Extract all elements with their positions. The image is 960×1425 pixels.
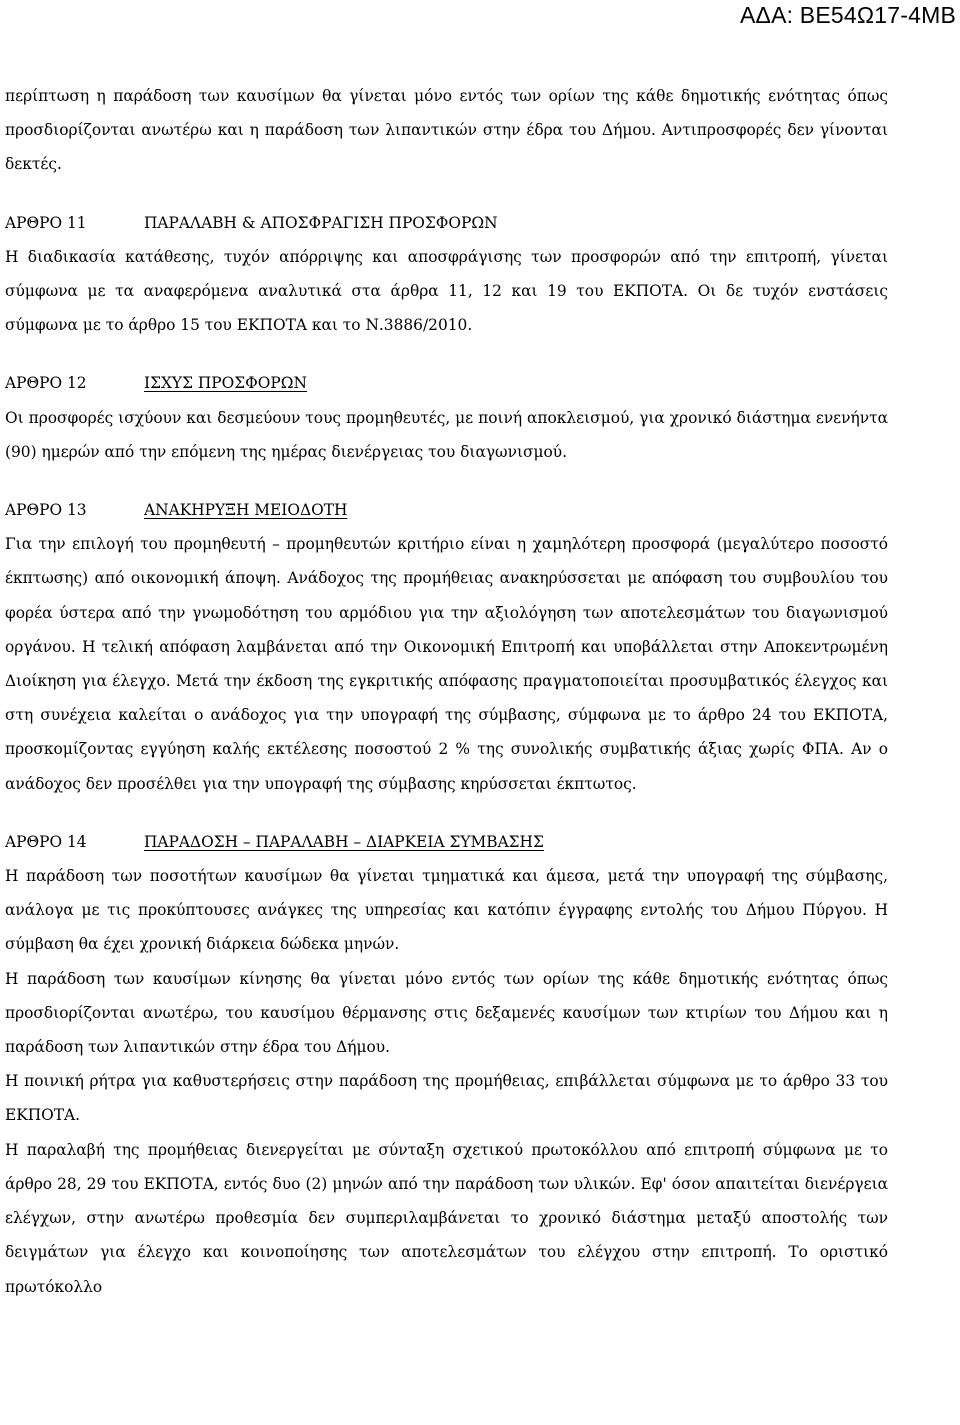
article-11-heading bbox=[5, 206, 888, 240]
article-11-number: ΑΡΘΡΟ 11 bbox=[5, 213, 87, 232]
article-11-paragraph: Η διαδικασία κατάθεσης, τυχόν απόρριψης και αποσφράγισης των προσφορών από την επιτροπή, γίνεται σύμφωνα με τα αναφερόμενα αναλυτικά στα άρθρα 11, 12 και 19 του ΕΚΠΟΤΑ. Οι δε τυχόν ενστάσεις σύμφωνα με το άρθρο 15 του ΕΚΠΟΤΑ και το Ν.3886/2010. bbox=[5, 247, 888, 335]
intro-paragraph: περίπτωση η παράδοση των καυσίμων θα γίνεται μόνο εντός των ορίων της κάθε δημοτικής ενότητας όπως προσδιορίζονται ανωτέρω και η παράδοση των λιπαντικών στην έδρα του Δήμου. Αντιπροσφορές δεν γίνονται δεκτές. bbox=[5, 87, 888, 174]
article-12-heading bbox=[5, 366, 888, 400]
document-body bbox=[5, 79, 888, 1304]
article-12-paragraph: Οι προσφορές ισχύουν και δεσμεύουν τους προμηθευτές, με ποινή αποκλεισμού, για χρονικό διάστημα ενενήντα (90) ημερών από την επόμενη της ημέρας διενέργειας του διαγωνισμού. bbox=[5, 408, 888, 461]
article-13-title: ΑΝΑΚΗΡΥΞΗ ΜΕΙΟΔΟΤΗ bbox=[144, 501, 348, 520]
article-12-number: ΑΡΘΡΟ 12 bbox=[5, 374, 87, 393]
article-14-title: ΠΑΡΑΔΟΣΗ – ΠΑΡΑΛΑΒΗ – ΔΙΑΡΚΕΙΑ ΣΥΜΒΑΣΗΣ bbox=[144, 832, 544, 851]
article-14-paragraph-1: Η παράδοση των ποσοτήτων καυσίμων θα γίνεται τμηματικά και άμεσα, μετά την υπογραφή της σύμβασης, ανάλογα με τις προκύπτουσες ανάγκες της υπηρεσίας και κατόπιν έγγραφης εντολής του Δήμου Πύργου. Η σύμβαση θα έχει χρονική διάρκεια δώδεκα μηνών. bbox=[5, 867, 888, 954]
article-13-paragraph: Για την επιλογή του προμηθευτή – προμηθευτών κριτήριο είναι η χαμηλότερη προσφορά (μεγαλύτερο ποσοστό έκπτωσης) από οικονομική άποψη. Ανάδοχος της προμήθειας ανακηρύσσεται με απόφαση του συμβουλίου του φορέα ύστερα από την γνωμοδότηση του αρμόδιου για την αξιολόγηση των αποτελεσμάτων του διαγωνισμού οργάνου. Η τελική απόφαση λαμβάνεται από την Οικονομική Επιτροπή και υποβάλλεται στην Αποκεντρωμένη Διοίκηση για έλεγχο. Μετά την έκδοση της εγκριτικής απόφασης πραγματοποιείται προσυμβατικός έλεγχος και στη συνέχεια καλείται ο ανάδοχος για την υπογραφή της σύμβασης, σύμφωνα με το άρθρο 24 του ΕΚΠΟΤΑ, προσκομίζοντας εγγύηση καλής εκτέλεσης ποσοστού 2 % της συνολικής συμβατικής άξιας χωρίς ΦΠΑ. Αν ο ανάδοχος δεν προσέλθει για την υπογραφή της σύμβασης κηρύσσεται έκπτωτος. bbox=[5, 535, 888, 793]
ada-code: ΑΔΑ: ΒΕ54Ω17-4ΜΒ bbox=[739, 2, 956, 28]
article-11-title: ΠΑΡΑΛΑΒΗ & ΑΠΟΣΦΡΑΓΙΣΗ ΠΡΟΣΦΟΡΩΝ bbox=[144, 213, 498, 232]
article-14-paragraph-3: Η ποινική ρήτρα για καθυστερήσεις στην παράδοση της προμήθειας, επιβάλλεται σύμφωνα με το άρθρο 33 του ΕΚΠΟΤΑ. bbox=[5, 1072, 888, 1125]
article-14-paragraph-4: Η παραλαβή της προμήθειας διενεργείται με σύνταξη σχετικού πρωτοκόλλου από επιτροπή σύμφωνα με το άρθρο 28, 29 του ΕΚΠΟΤΑ, εντός δυο (2) μηνών από την παράδοση των υλικών. Εφ' όσον απαιτείται διενέργεια ελέγχων, στην ανωτέρω προθεσμία δεν συμπεριλαμβάνεται το χρονικό διάστημα μεταξύ αποστολής των δειγμάτων για έλεγχο και κοινοποίησης των αποτελεσμάτων του ελέγχου στην επιτροπή. Το οριστικό πρωτόκολλο bbox=[5, 1140, 888, 1296]
article-14-paragraph-2: Η παράδοση των καυσίμων κίνησης θα γίνεται μόνο εντός των ορίων της κάθε δημοτικής ενότητας όπως προσδιορίζονται ανωτέρω, του καυσίμου θέρμανσης στις δεξαμενές καυσίμων των κτιρίων του Δήμου και η παράδοση των λιπαντικών στην έδρα του Δήμου. bbox=[5, 969, 888, 1057]
article-13-number: ΑΡΘΡΟ 13 bbox=[5, 501, 87, 520]
article-13-heading bbox=[5, 493, 888, 527]
article-14-number: ΑΡΘΡΟ 14 bbox=[5, 832, 87, 851]
article-14-heading bbox=[5, 825, 888, 859]
article-12-title: ΙΣΧΥΣ ΠΡΟΣΦΟΡΩΝ bbox=[144, 374, 307, 393]
